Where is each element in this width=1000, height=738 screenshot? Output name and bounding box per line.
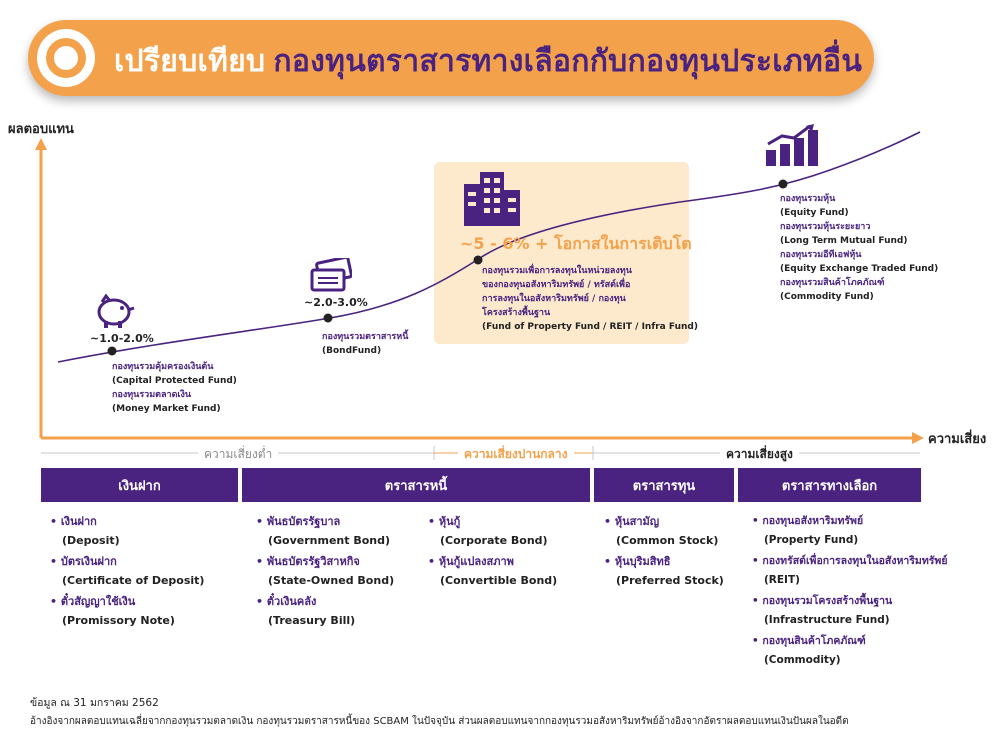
category-bond: ตราสารหนี้ [242,468,590,502]
item-en: (Deposit) [62,534,120,547]
item-th: • หุ้นกู้ [428,512,557,531]
item-en: (Certificate of Deposit) [62,574,205,587]
fund-en: (Long Term Mutual Fund) [780,236,908,246]
item-th: • กองทรัสต์เพื่อการลงทุนในอสังหาริมทรัพย์ [752,552,947,571]
fund-th: กองทุนรวมอีทีเอฟหุ้น [780,250,862,260]
fund-th: กองทุนรวมตราสารหนี้ [322,332,409,342]
fund-th: กองทุนรวมคุ้มครองเงินต้น [112,362,214,372]
fund-block-1 [112,360,237,416]
list-item [256,512,394,550]
fund-th: การลงทุนในอสังหาริมทรัพย์ / กองทุน [482,294,626,304]
category-equity: ตราสารทุน [594,468,734,502]
equity-list [604,512,724,592]
item-th: • พันธบัตรรัฐบาล [256,512,394,531]
fund-th: กองทุนรวมสินค้าโภคภัณฑ์ [780,278,885,288]
category-alternative: ตราสารทางเลือก [738,468,921,502]
item-en: (Infrastructure Fund) [764,614,890,626]
x-axis-label: ความเสี่ยง [928,432,987,447]
y-axis [35,138,47,438]
return-label-3: ~5 - 6% + โอกาสในการเติบโต [460,234,692,253]
list-item [428,512,557,550]
data-point-4 [779,180,788,189]
fund-th: กองทุนรวมตลาดเงิน [112,390,192,400]
item-th: • หุ้นสามัญ [604,512,724,531]
risk-high-label: ความเสี่ยงสูง [720,445,799,464]
item-th: • กองทุนรวมโครงสร้างพื้นฐาน [752,592,947,611]
fund-en: (Equity Exchange Traded Fund) [780,264,939,274]
item-en: (Preferred Stock) [616,574,724,587]
building-icon [458,170,524,228]
fund-th: กองทุนรวมหุ้นระยะยาว [780,222,871,232]
item-en: (REIT) [764,574,800,586]
item-en: (Common Stock) [616,534,719,547]
list-item [256,592,394,630]
alternative-list [752,512,947,672]
item-th: • บัตรเงินฝาก [50,552,204,571]
deposit-list [50,512,204,632]
category-deposit: เงินฝาก [41,468,238,502]
banknotes-icon [310,258,352,294]
bar-chart-growth-icon [764,124,820,168]
return-label-2: ~2.0-3.0% [304,296,368,309]
item-th: • หุ้นกู้แปลงสภาพ [428,552,557,571]
y-axis-label: ผลตอบแทน [8,122,74,137]
item-en: (Treasury Bill) [268,614,356,627]
fund-en: (BondFund) [322,346,382,356]
fund-en: (Equity Fund) [780,208,849,218]
fund-en: (Fund of Property Fund / REIT / Infra Fund) [482,322,698,332]
x-axis [41,432,924,444]
fund-en: (Money Market Fund) [112,404,221,414]
data-point-1 [108,347,117,356]
bond-list-left [256,512,394,632]
list-item [256,552,394,590]
list-item [50,512,204,550]
fund-block-4 [780,192,938,304]
title-main: กองทุนตราสารทางเลือกกับกองทุนประเภทอื่น [273,44,863,79]
data-point-2 [324,314,333,323]
return-label-1: ~1.0-2.0% [90,332,154,345]
fund-th: ของกองทุนอสังหาริมทรัพย์ / ทรัสต์เพื่อ [482,280,631,290]
fund-th: กองทุนรวมเพื่อการลงทุนในหน่วยลงทุน [482,266,632,276]
list-item [752,592,947,630]
fund-en: (Commodity Fund) [780,292,874,302]
item-th: • เงินฝาก [50,512,204,531]
fund-th: โครงสร้างพื้นฐาน [482,308,551,318]
list-item [428,552,557,590]
bond-list-right [428,512,557,592]
item-th: • หุ้นบุริมสิทธิ [604,552,724,571]
list-item [752,632,947,670]
item-th: • ตั๋วสัญญาใช้เงิน [50,592,204,611]
item-en: (Convertible Bond) [440,574,558,587]
list-item [752,512,947,550]
footnote-date: ข้อมูล ณ 31 มกราคม 2562 [30,697,159,709]
fund-en: (Capital Protected Fund) [112,376,237,386]
item-th: • ตั๋วเงินคลัง [256,592,394,611]
fund-th: กองทุนรวมหุ้น [780,194,836,204]
list-item [752,552,947,590]
piggy-bank-icon [92,288,136,330]
list-item [604,512,724,550]
list-item [50,592,204,630]
item-en: (Government Bond) [268,534,391,547]
item-th: • พันธบัตรรัฐวิสาหกิจ [256,552,394,571]
item-en: (Promissory Note) [62,614,175,627]
risk-mid-label: ความเสี่ยงปานกลาง [458,445,574,464]
list-item [604,552,724,590]
fund-block-3 [482,264,698,334]
item-en: (State-Owned Bond) [268,574,395,587]
risk-low-label: ความเสี่ยงต่ำ [198,445,278,464]
fund-block-2 [322,330,408,358]
title-prefix: เปรียบเทียบ [114,44,266,79]
footnote-source: อ้างอิงจากผลตอบแทนเฉลี่ยจากกองทุนรวมตลาดเงิน กองทุนรวมตราสารหนี้ของ SCBAM ในปัจจุบัน ส่วนผลตอบแทนจากกองทุนรวมอสังหาริมทรัพย์อ้างอิงจากอัตราผลตอบแทนเงินปันผลในอดีต [30,716,849,727]
list-item [50,552,204,590]
item-en: (Property Fund) [764,534,859,546]
item-th: • กองทุนอสังหาริมทรัพย์ [752,512,947,531]
item-en: (Corporate Bond) [440,534,548,547]
item-en: (Commodity) [764,654,841,666]
item-th: • กองทุนสินค้าโภคภัณฑ์ [752,632,947,651]
